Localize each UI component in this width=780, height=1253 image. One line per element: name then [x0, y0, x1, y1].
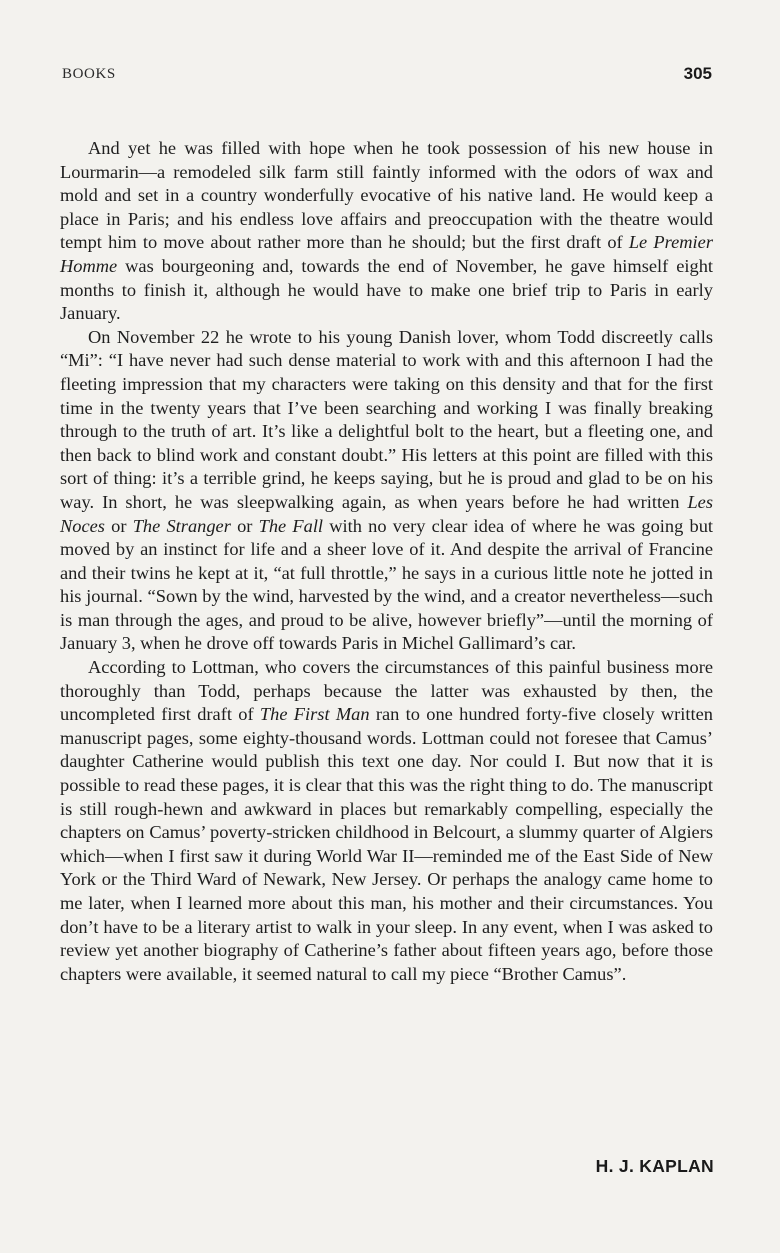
- title-le-premier-homme: Le Premier Homme: [60, 232, 713, 276]
- paragraph-3-text-b: ran to one hundred forty-five closely written manuscript pages, some eighty-thousand words. Lottman could not foresee that Camus’ daughter Catherine would publish this text one day. Nor could I. But now that it is possible to read these pages, it is clear that this was the right thing to do. The manuscript is still rough-hewn and awkward in places but remarkably compelling, especially the chapters on Camus’ poverty-stricken childhood in Belcourt, a slummy quarter of Algiers which—when I first saw it during World War II—reminded me of the East Side of New York or the Third Ward of Newark, New Jersey. Or perhaps the analogy came home to me later, when I learned more about this man, his mother and their circumstances. You don’t have to be a literary artist to walk in your sleep. In any event, when I was asked to review yet another biography of Catherine’s father about fifteen years ago, before those chapters were available, it seemed natural to call my piece “Brother Camus”.: [60, 704, 713, 984]
- paragraph-2: [60, 326, 713, 656]
- title-the-first-man: The First Man: [259, 704, 370, 725]
- page-number: 305: [683, 64, 712, 83]
- title-les-noces: Les Noces: [60, 491, 713, 536]
- paragraph-1-text-b: was bourgeoning and, towards the end of November, he gave himself eight months to finish it, although he would have to make one brief trip to Paris in early January.: [60, 255, 713, 324]
- paragraph-2-text-c: or: [230, 515, 259, 536]
- author-signature: H. J. KAPLAN: [595, 1156, 714, 1176]
- paragraph-1-text-a: And yet he was filled with hope when he took possession of his new house in Lourmarin—a remodeled silk farm still faintly informed with the odors of wax and mold and set in a country wonderfully evocative of his native land. He would keep a place in Paris; and his endless love affairs and preoccupation with the theatre would tempt him to move about rather more than he should; but the first draft of: [60, 138, 713, 253]
- paragraph-2-text-b: or: [104, 515, 133, 536]
- paragraph-3: [60, 656, 713, 986]
- paragraph-2-text-d: with no very clear idea of where he was going but moved by an instinct for life and a sheer love of it. And despite the arrival of Francine and their twins he kept at it, “at full throttle,” he says in a curious little note he jotted in his journal. “Sown by the wind, harvested by the wind, and a creator nevertheless—such is man through the ages, and proud to be alive, however briefly”—until the morning of January 3, when he drove off towards Paris in Michel Gallimard’s car.: [60, 515, 714, 654]
- title-the-fall: The Fall: [258, 515, 324, 536]
- running-head: [62, 66, 712, 88]
- paragraph-1: [60, 137, 713, 326]
- paragraph-3-text-a: According to Lottman, who covers the circumstances of this painful business more thoroughly than Todd, perhaps because the latter was exhausted by then, the uncompleted first draft of: [60, 657, 713, 725]
- article-body: [60, 137, 713, 986]
- section-label: BOOKS: [62, 66, 116, 82]
- title-the-stranger: The Stranger: [132, 515, 231, 536]
- paragraph-2-text-a: On November 22 he wrote to his young Danish lover, whom Todd discreetly calls “Mi”: “I have never had such dense material to work with and this afternoon I had the fleeting impression that my characters were taking on this density and that for the first time in the twenty years that I’ve been searching and working I was finally breaking through to the truth of art. It’s like a delightful bolt to the heart, but a fleeting one, and then back to blind work and constant doubt.” His letters at this point are filled with this sort of thing: it’s a terrible grind, he keeps saying, but he is proud and glad to be on his way. In short, he was sleepwalking again, as when years before he had written: [60, 326, 713, 512]
